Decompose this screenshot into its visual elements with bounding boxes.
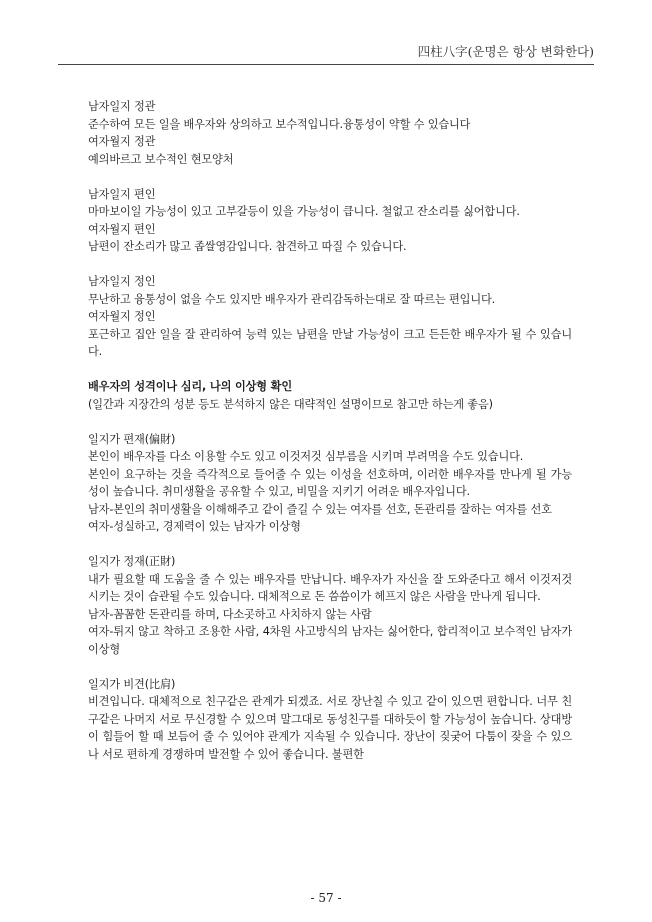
page-number: - 57 - (310, 891, 342, 905)
section-heading: 배우자의 성격이나 심리, 나의 이상형 확인 (88, 380, 292, 393)
label-jeongjae: 일지가 정재(正財) (88, 555, 176, 568)
text-male-jeonggwan: 준수하여 모든 일을 배우자와 상의하고 보수적입니다.융통성이 약할 수 있습니다 (88, 117, 471, 131)
bigyeon-paragraph-1: 비견입니다. 대체적으로 친구같은 관계가 되겠죠. 서로 장난칠 수 있고 같이 있으면 편합니다. 너무 친구같은 나머지 서로 무신경할 수 있으며 말그대로 동성친구를 대하듯이 할 가능성이 높습니다. 상대방이 힘들어 할 때 보듬어 줄 수 있어야 관계가 지속될 수 있습니다. 장난이 짖궂어 다툼이 잦을 수 있으나 서로 편하게 경쟁하며 발전할 수 있어 좋습니다. 불편한 (88, 695, 572, 761)
label-male-pyeonin: 남자일지 편인 (88, 187, 156, 201)
label-female-pyeonin: 여자월지 편인 (88, 222, 156, 236)
label-pyeonjae: 일지가 편재(偏財) (88, 432, 176, 446)
pyeonjae-paragraph-3: 남자-본인의 취미생활을 이해해주고 같이 즐길 수 있는 여자를 선호, 돈관리를 잘하는 여자를 선호 (88, 502, 552, 516)
label-bigyeon: 일지가 비견(比肩) (88, 677, 176, 691)
jeongjae-paragraph-2: 남자-꼼꼼한 돈관리를 하며, 다소곳하고 사치하지 않는 사람 (88, 607, 372, 621)
text-female-jeonggwan: 예의바르고 보수적인 현모양처 (88, 152, 234, 166)
running-header: 四柱八字(운명은 항상 변화한다) (417, 44, 594, 59)
pyeonjae-paragraph-1: 본인이 배우자를 다소 이용할 수도 있고 이것저것 심부름을 시키며 부려먹을 수도 있습니다. (88, 450, 524, 463)
jeongjae-paragraph-1: 내가 필요할 때 도움을 줄 수 있는 배우자를 만납니다. 배우자가 자신을 잘 도와준다고 해서 이것저것 시키는 것이 습관될 수도 있습니다. 대체적으로 돈 씀씀이가 헤프지 않은 사람을 만나게 됩니다. (88, 572, 572, 603)
page-body (88, 98, 572, 763)
header-divider (58, 64, 594, 65)
label-female-jeongin: 여자월지 정인 (88, 310, 156, 323)
pyeonjae-paragraph-2: 본인이 요구하는 것을 즉각적으로 들어줄 수 있는 이성을 선호하며, 이러한 배우자를 만나게 될 가능성이 높습니다. 취미생활을 공유할 수 있고, 비밀을 지키기 어려운 배우자입니다. (88, 467, 572, 498)
text-male-pyeonin: 마마보이일 가능성이 있고 고부갈등이 있을 가능성이 큽니다. 철없고 잔소리를 싫어합니다. (88, 205, 520, 218)
text-male-jeongin: 무난하고 융통성이 없을 수도 있지만 배우자가 관리감독하는대로 잘 따르는 편입니다. (88, 292, 496, 306)
jeongjae-paragraph-3: 여자-튀지 않고 착하고 조용한 사람, 4차원 사고방식의 남자는 싫어한다, 합리적이고 보수적인 남자가 이상형 (88, 625, 572, 656)
section-subtitle: (일간과 지장간의 성분 등도 분석하지 않은 대략적인 설명이므로 참고만 하는게 좋음) (88, 397, 493, 411)
text-female-pyeonin: 남편이 잔소리가 많고 좁쌀영감입니다. 참견하고 따질 수 있습니다. (88, 240, 407, 253)
pyeonjae-paragraph-4: 여자-성실하고, 경제력이 있는 남자가 이상형 (88, 520, 301, 533)
label-female-jeonggwan: 여자월지 정관 (88, 135, 156, 148)
label-male-jeongin: 남자일지 정인 (88, 275, 156, 288)
label-male-jeonggwan: 남자일지 정관 (88, 100, 156, 113)
text-female-jeongin: 포근하고 집안 일을 잘 관리하여 능력 있는 남편을 만날 가능성이 크고 든든한 배우자가 될 수 있습니다. (88, 327, 572, 358)
